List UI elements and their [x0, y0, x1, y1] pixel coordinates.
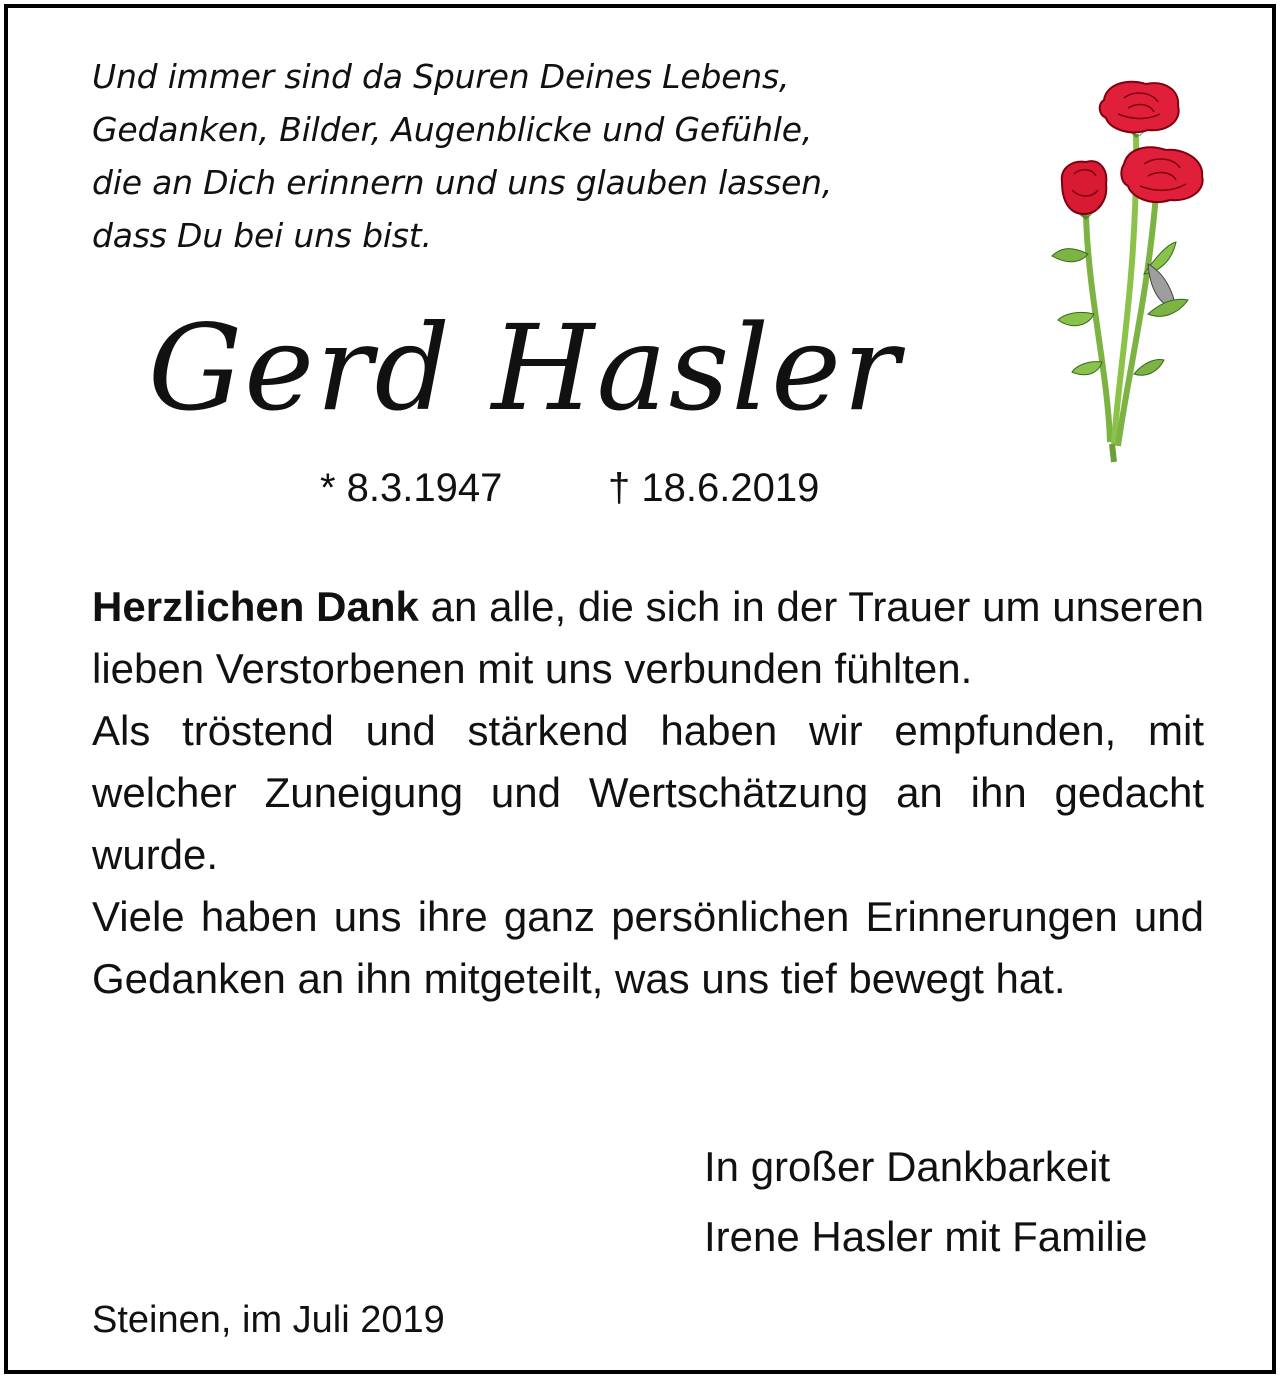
message-paragraph — [92, 576, 1204, 700]
place-and-date: Steinen, im Juli 2019 — [92, 1299, 445, 1341]
birth-date: * 8.3.1947 — [320, 466, 503, 510]
death-date: † 18.6.2019 — [608, 466, 820, 510]
poem-line: die an Dich erinnern und uns glauben lassen, — [92, 163, 833, 202]
message-lead-rest: an alle, die sich in der Trauer um unseren lieben Verstorbenen mit uns verbunden fühlten. — [92, 583, 1204, 692]
poem-line: Gedanken, Bilder, Augenblicke und Gefühle, — [92, 110, 813, 149]
message-paragraph: Viele haben uns ihre ganz persönlichen Erinnerungen und Gedanken an ihn mitgeteilt, was uns tief bewegt hat. — [92, 893, 1204, 1002]
poem — [92, 50, 992, 262]
deceased-name: Gerd Hasler — [148, 299, 902, 437]
poem-line: dass Du bei uns bist. — [92, 216, 432, 255]
red-roses-icon — [1048, 74, 1218, 474]
thank-you-message — [92, 576, 1204, 1010]
message-paragraph: Als tröstend und stärkend haben wir empfunden, mit welcher Zuneigung und Wertschätzung an ihn gedacht wurde. — [92, 707, 1204, 878]
message-lead: Herzlichen Dank — [92, 583, 419, 630]
closing-signature — [704, 1132, 1224, 1272]
poem-line: Und immer sind da Spuren Deines Lebens, — [92, 57, 790, 96]
obituary-card — [4, 4, 1276, 1374]
closing-line: In großer Dankbarkeit — [704, 1143, 1111, 1190]
life-dates — [8, 460, 1272, 520]
signature-line: Irene Hasler mit Familie — [704, 1213, 1148, 1260]
